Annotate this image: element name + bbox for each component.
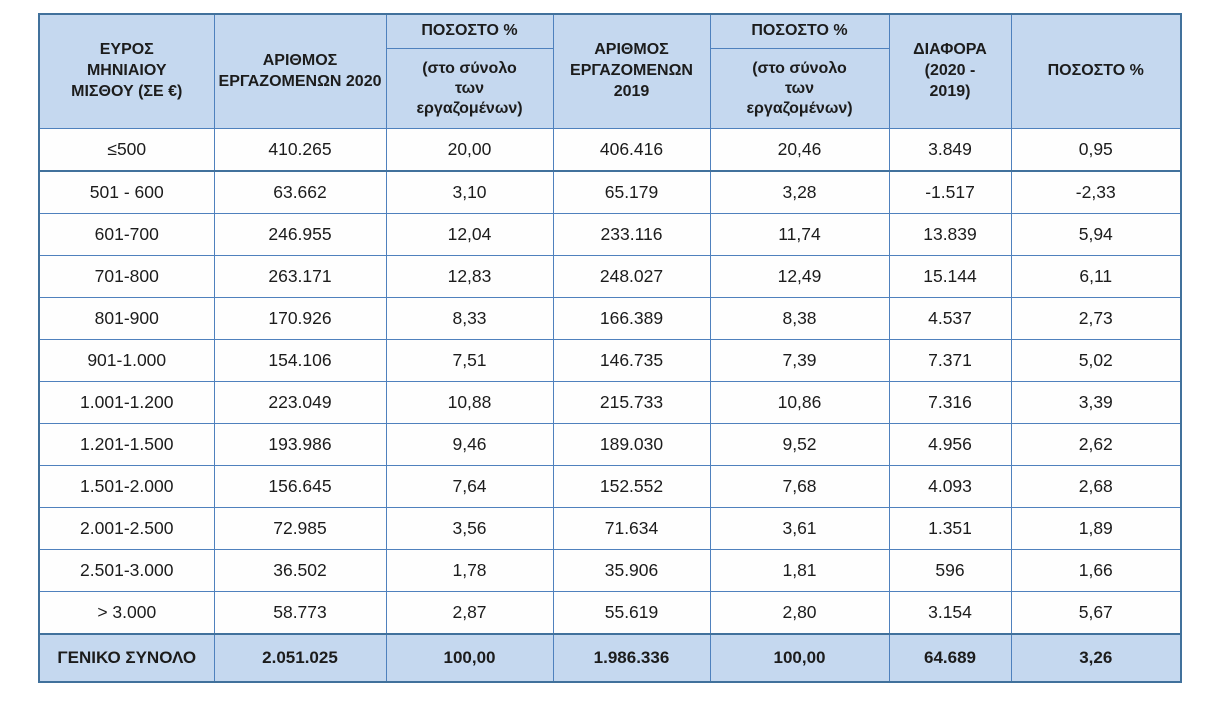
percent-2019-cell: 7,68 <box>710 466 889 508</box>
percent-2019-cell: 3,61 <box>710 508 889 550</box>
table-row <box>39 550 1181 592</box>
employees-2019-cell: 233.116 <box>553 214 710 256</box>
percent-2019-cell: 9,52 <box>710 424 889 466</box>
difference-cell: -1.517 <box>889 171 1011 214</box>
percent-2020-cell: 3,56 <box>386 508 553 550</box>
percent-2019-cell: 12,49 <box>710 256 889 298</box>
employees-2020-cell: 410.265 <box>214 129 386 172</box>
salary-range-cell: 801-900 <box>39 298 214 340</box>
percent-2019-cell: 8,38 <box>710 298 889 340</box>
percent-change-cell: 5,02 <box>1011 340 1181 382</box>
total-row <box>39 634 1181 682</box>
table-row <box>39 508 1181 550</box>
employees-2020-cell: 154.106 <box>214 340 386 382</box>
table-header <box>39 14 1181 129</box>
employees-2019-cell: 189.030 <box>553 424 710 466</box>
table-row <box>39 340 1181 382</box>
percent-2019-cell: 1,81 <box>710 550 889 592</box>
percent-change-cell: 6,11 <box>1011 256 1181 298</box>
employees-2019-cell: 248.027 <box>553 256 710 298</box>
percent-change-cell: 1,89 <box>1011 508 1181 550</box>
percent-2020-cell: 1,78 <box>386 550 553 592</box>
difference-cell: 7.371 <box>889 340 1011 382</box>
employees-2020-cell: 72.985 <box>214 508 386 550</box>
table-row <box>39 298 1181 340</box>
total-cell: 2.051.025 <box>214 634 386 682</box>
percent-change-cell: -2,33 <box>1011 171 1181 214</box>
percent-2019-cell: 2,80 <box>710 592 889 635</box>
employees-2020-cell: 36.502 <box>214 550 386 592</box>
header-label: ΠΟΣΟΣΤΟ % <box>1047 62 1144 80</box>
table-row <box>39 382 1181 424</box>
header-sublabel: (στο σύνολο των εργαζομένων) <box>746 59 853 117</box>
table-row <box>39 256 1181 298</box>
salary-range-cell: 2.001-2.500 <box>39 508 214 550</box>
header-cell-difference <box>889 14 1011 129</box>
percent-2019-cell: 3,28 <box>710 171 889 214</box>
employees-2020-cell: 193.986 <box>214 424 386 466</box>
salary-range-cell: 1.501-2.000 <box>39 466 214 508</box>
difference-cell: 3.849 <box>889 129 1011 172</box>
salary-range-cell: 1.201-1.500 <box>39 424 214 466</box>
total-cell: 1.986.336 <box>553 634 710 682</box>
salary-range-cell: ≤500 <box>39 129 214 172</box>
employees-2020-cell: 58.773 <box>214 592 386 635</box>
difference-cell: 4.956 <box>889 424 1011 466</box>
total-cell: 100,00 <box>710 634 889 682</box>
salary-range-cell: 601-700 <box>39 214 214 256</box>
employees-2019-cell: 146.735 <box>553 340 710 382</box>
table-row <box>39 424 1181 466</box>
percent-2020-cell: 12,83 <box>386 256 553 298</box>
split-header-subtitle <box>387 49 553 128</box>
employees-2019-cell: 406.416 <box>553 129 710 172</box>
header-cell-percent-change <box>1011 14 1181 129</box>
difference-cell: 3.154 <box>889 592 1011 635</box>
percent-2020-cell: 3,10 <box>386 171 553 214</box>
percent-2019-cell: 7,39 <box>710 340 889 382</box>
salary-range-cell: 1.001-1.200 <box>39 382 214 424</box>
total-label-cell: ΓΕΝΙΚΟ ΣΥΝΟΛΟ <box>39 634 214 682</box>
percent-change-cell: 2,68 <box>1011 466 1181 508</box>
percent-change-cell: 0,95 <box>1011 129 1181 172</box>
employees-2019-cell: 152.552 <box>553 466 710 508</box>
salary-range-cell: 701-800 <box>39 256 214 298</box>
employees-2020-cell: 63.662 <box>214 171 386 214</box>
percent-change-cell: 5,67 <box>1011 592 1181 635</box>
table-row <box>39 214 1181 256</box>
split-header-title: ΠΟΣΟΣΤΟ % <box>387 15 553 49</box>
percent-2019-cell: 10,86 <box>710 382 889 424</box>
split-header <box>387 15 553 128</box>
percent-2020-cell: 8,33 <box>386 298 553 340</box>
header-cell-employees-2020 <box>214 14 386 129</box>
total-cell: 3,26 <box>1011 634 1181 682</box>
percent-2020-cell: 20,00 <box>386 129 553 172</box>
employees-2020-cell: 156.645 <box>214 466 386 508</box>
salary-range-cell: > 3.000 <box>39 592 214 635</box>
difference-cell: 4.093 <box>889 466 1011 508</box>
employees-2019-cell: 55.619 <box>553 592 710 635</box>
header-cell-salary-range <box>39 14 214 129</box>
percent-change-cell: 5,94 <box>1011 214 1181 256</box>
difference-cell: 15.144 <box>889 256 1011 298</box>
employees-2019-cell: 166.389 <box>553 298 710 340</box>
table-body <box>39 129 1181 635</box>
percent-2020-cell: 7,64 <box>386 466 553 508</box>
header-cell-percent-2020 <box>386 14 553 129</box>
employees-2019-cell: 71.634 <box>553 508 710 550</box>
difference-cell: 7.316 <box>889 382 1011 424</box>
employees-2020-cell: 263.171 <box>214 256 386 298</box>
employees-2019-cell: 35.906 <box>553 550 710 592</box>
split-header-title: ΠΟΣΟΣΤΟ % <box>711 15 889 49</box>
percent-2019-cell: 11,74 <box>710 214 889 256</box>
table-row <box>39 592 1181 635</box>
percent-2020-cell: 7,51 <box>386 340 553 382</box>
table-header-row <box>39 14 1181 129</box>
header-label: ΕΥΡΟΣ ΜΗΝΙΑΙΟΥ ΜΙΣΘΟΥ (ΣΕ €) <box>71 41 183 100</box>
difference-cell: 596 <box>889 550 1011 592</box>
header-label: ΔΙΑΦΟΡΑ (2020 - 2019) <box>913 41 987 100</box>
salary-range-cell: 501 - 600 <box>39 171 214 214</box>
percent-2020-cell: 12,04 <box>386 214 553 256</box>
employees-2020-cell: 170.926 <box>214 298 386 340</box>
employees-2019-cell: 65.179 <box>553 171 710 214</box>
percent-2020-cell: 9,46 <box>386 424 553 466</box>
split-header-subtitle <box>711 49 889 128</box>
table-row <box>39 129 1181 172</box>
header-label: ΑΡΙΘΜΟΣ ΕΡΓΑΖΟΜΕΝΩΝ 2019 <box>570 41 693 100</box>
difference-cell: 1.351 <box>889 508 1011 550</box>
header-sublabel: (στο σύνολο των εργαζομένων) <box>416 59 523 117</box>
total-cell: 100,00 <box>386 634 553 682</box>
percent-2020-cell: 2,87 <box>386 592 553 635</box>
table-row <box>39 466 1181 508</box>
percent-change-cell: 3,39 <box>1011 382 1181 424</box>
percent-change-cell: 2,73 <box>1011 298 1181 340</box>
table-footer <box>39 634 1181 682</box>
table-row <box>39 171 1181 214</box>
percent-change-cell: 2,62 <box>1011 424 1181 466</box>
percent-change-cell: 1,66 <box>1011 550 1181 592</box>
total-cell: 64.689 <box>889 634 1011 682</box>
header-label: ΑΡΙΘΜΟΣ ΕΡΓΑΖΟΜΕΝΩΝ 2020 <box>218 51 382 90</box>
header-cell-percent-2019 <box>710 14 889 129</box>
percent-2019-cell: 20,46 <box>710 129 889 172</box>
employees-2020-cell: 246.955 <box>214 214 386 256</box>
salary-distribution-table <box>38 13 1182 683</box>
percent-2020-cell: 10,88 <box>386 382 553 424</box>
split-header <box>711 15 889 128</box>
salary-range-cell: 901-1.000 <box>39 340 214 382</box>
difference-cell: 4.537 <box>889 298 1011 340</box>
employees-2020-cell: 223.049 <box>214 382 386 424</box>
salary-range-cell: 2.501-3.000 <box>39 550 214 592</box>
difference-cell: 13.839 <box>889 214 1011 256</box>
header-cell-employees-2019 <box>553 14 710 129</box>
employees-2019-cell: 215.733 <box>553 382 710 424</box>
salary-table-wrapper <box>38 13 1182 683</box>
